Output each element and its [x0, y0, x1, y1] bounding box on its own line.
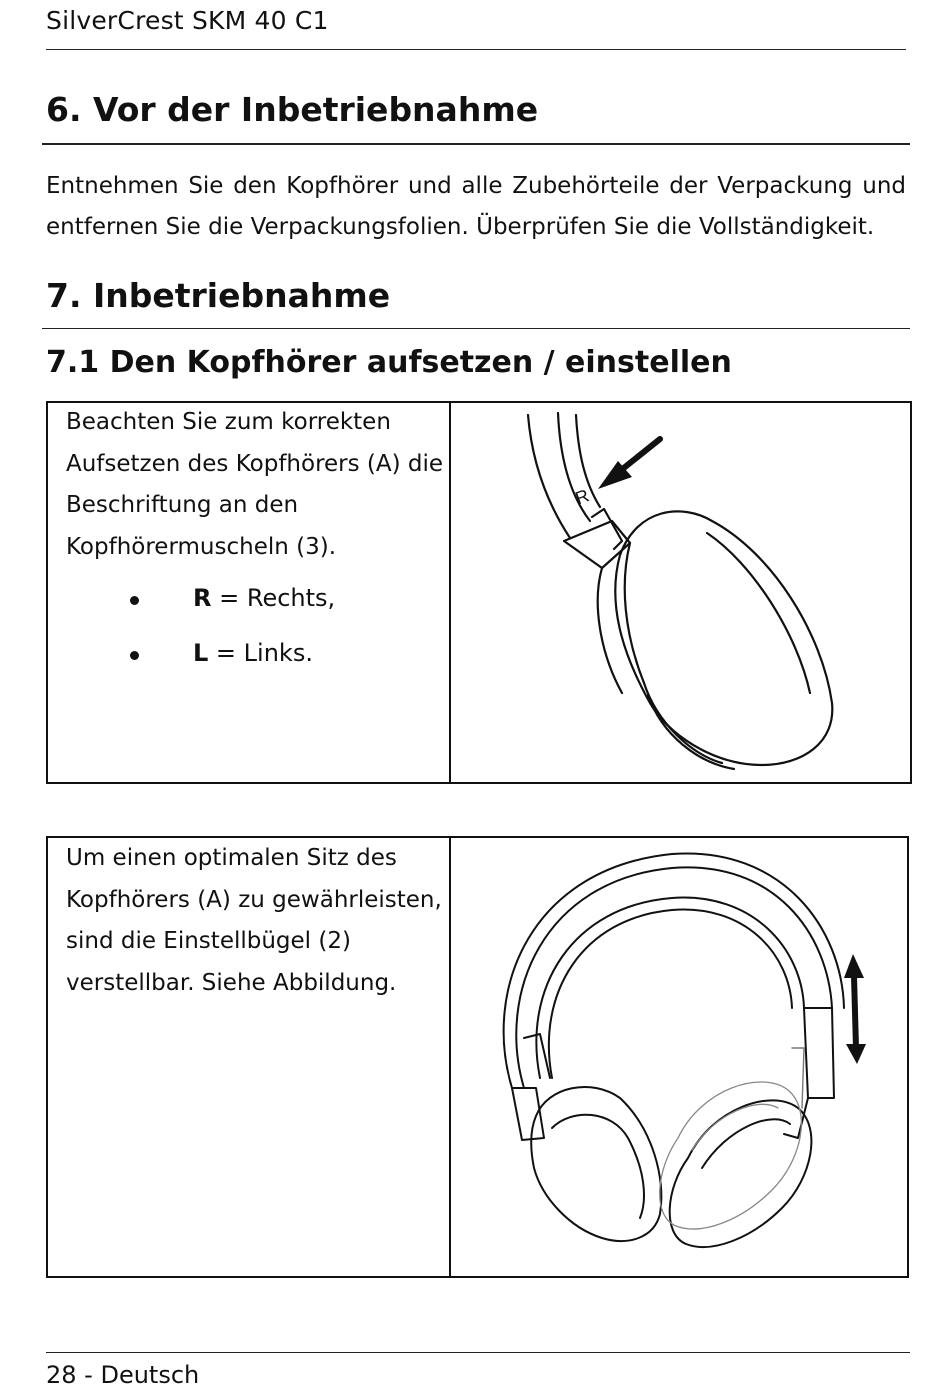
- earcup-side-label: R: [572, 485, 592, 509]
- page-number: 28 - Deutsch: [46, 1361, 200, 1389]
- section-6-rule: [42, 143, 910, 145]
- headphone-adjustment-figure: [452, 838, 906, 1276]
- box-2-divider: [449, 836, 451, 1278]
- box-1-line: Beschriftung an den: [66, 492, 299, 518]
- section-6-paragraph-line-2: entfernen Sie die Verpackungsfolien. Überprüfen Sie die Vollständigkeit.: [46, 214, 875, 240]
- box-2-text: [66, 838, 442, 1004]
- header-rule: [46, 49, 906, 50]
- box-2-line: Um einen optimalen Sitz des: [66, 845, 397, 871]
- bullet-text: = Links.: [208, 639, 313, 667]
- bullet-icon: [130, 651, 139, 660]
- bullet-icon: [130, 596, 139, 605]
- section-7-title: 7. Inbetriebnahme: [46, 276, 391, 315]
- document-header: SilverCrest SKM 40 C1: [46, 6, 329, 35]
- adjustment-arrow-icon: [844, 954, 866, 1064]
- section-7-rule: [42, 328, 910, 329]
- box-1-line: Aufsetzen des Kopfhörers (A) die: [66, 450, 444, 477]
- bullet-text: = Rechts,: [211, 584, 336, 612]
- bullet-item-left: [193, 639, 313, 667]
- box-1-text: [66, 402, 443, 568]
- box-1-divider: [449, 401, 451, 784]
- section-7-1-title: 7.1 Den Kopfhörer aufsetzen / einstellen: [46, 345, 732, 380]
- arrow-icon: [598, 439, 660, 489]
- bullet-item-right: [193, 584, 335, 612]
- box-2-line: sind die Einstellbügel (2): [66, 928, 351, 954]
- section-6-paragraph-line-1: Entnehmen Sie den Kopfhörer und alle Zubehörteile der Verpackung und: [46, 173, 906, 199]
- section-6-title: 6. Vor der Inbetriebnahme: [46, 90, 539, 129]
- box-2-line: verstellbar. Siehe Abbildung.: [66, 969, 397, 996]
- bullet-key: L: [193, 639, 209, 667]
- box-1-line: Kopfhörermuscheln (3).: [66, 533, 337, 560]
- headphone-earcup-figure: [452, 403, 908, 781]
- box-2-line: Kopfhörers (A) zu gewährleisten,: [66, 886, 442, 913]
- footer-rule: [46, 1352, 910, 1353]
- box-1-line: Beachten Sie zum korrekten: [66, 409, 391, 435]
- bullet-key: R: [193, 584, 212, 612]
